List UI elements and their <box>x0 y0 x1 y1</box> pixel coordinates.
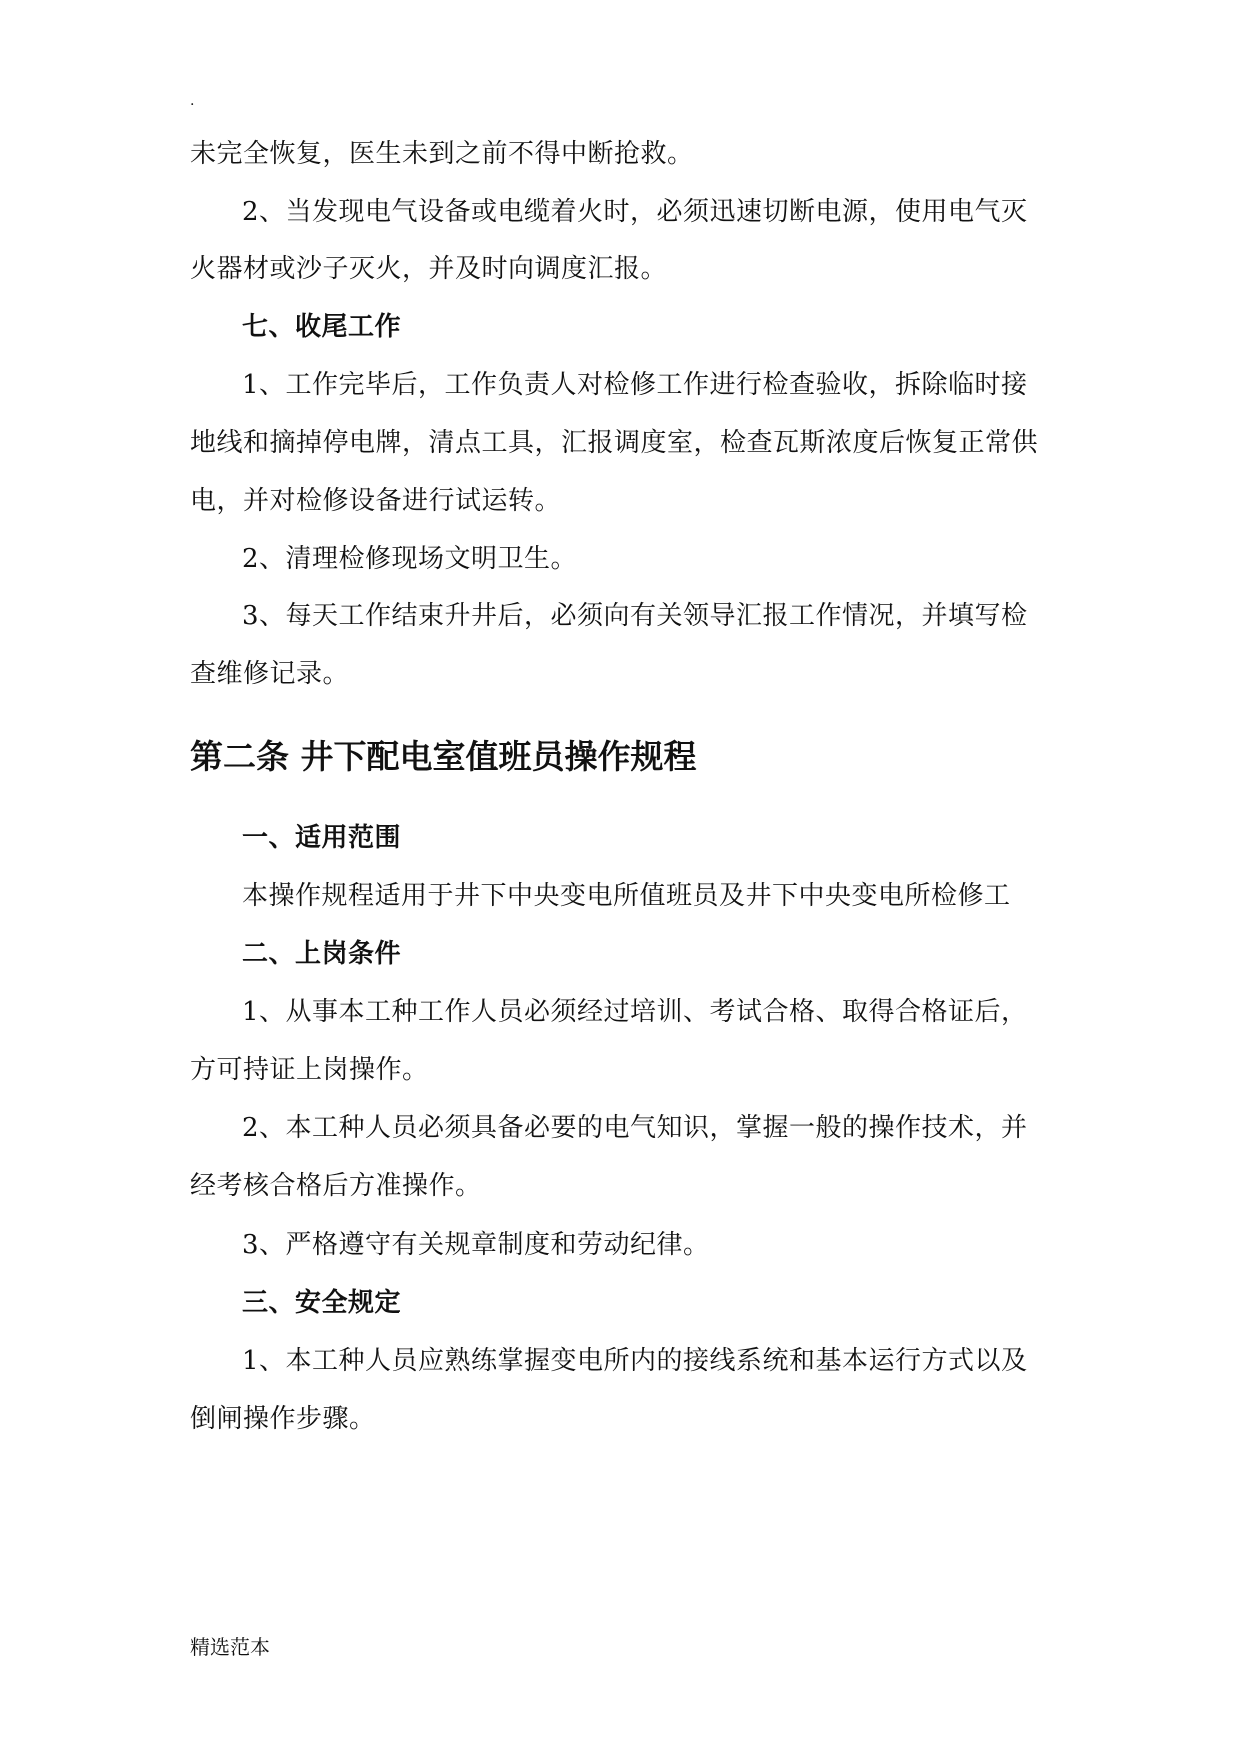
paragraph-line: 3、严格遵守有关规章制度和劳动纪律。 <box>242 1230 710 1260</box>
paragraph-line: 未完全恢复，医生未到之前不得中断抢救。 <box>190 139 694 169</box>
subsection-heading: 三、安全规定 <box>242 1288 402 1318</box>
paragraph-line: 倒闸操作步骤。 <box>190 1404 376 1434</box>
paragraph-line: 1、从事本工种工作人员必须经过培训、考试合格、取得合格证后， <box>242 997 1028 1027</box>
paragraph-line: 查维修记录。 <box>190 659 350 689</box>
paragraph-line: 地线和摘掉停电牌，清点工具，汇报调度室，检查瓦斯浓度后恢复正常供 <box>190 428 1039 458</box>
section-title: 第二条 井下配电室值班员操作规程 <box>190 737 697 776</box>
paragraph-line: 经考核合格后方准操作。 <box>190 1171 482 1201</box>
paragraph-line: 电，并对检修设备进行试运转。 <box>190 486 562 516</box>
footer-text: 精选范本 <box>190 1635 270 1659</box>
subsection-heading: 一、适用范围 <box>242 823 402 853</box>
paragraph-line: 1、本工种人员应熟练掌握变电所内的接线系统和基本运行方式以及 <box>242 1346 1028 1376</box>
paragraph-line: 2、当发现电气设备或电缆着火时，必须迅速切断电源，使用电气灭 <box>242 197 1028 227</box>
paragraph-line: 火器材或沙子灭火，并及时向调度汇报。 <box>190 254 668 284</box>
paragraph-line: 2、清理检修现场文明卫生。 <box>242 544 578 574</box>
subsection-heading: 七、收尾工作 <box>242 312 402 342</box>
paragraph-line: 本操作规程适用于井下中央变电所值班员及井下中央变电所检修工 <box>242 881 1011 911</box>
paragraph-line: 3、每天工作结束升井后，必须向有关领导汇报工作情况，并填写检 <box>242 601 1028 631</box>
paragraph-line: 1、工作完毕后，工作负责人对检修工作进行检查验收，拆除临时接 <box>242 370 1028 400</box>
paragraph-line: 2、本工种人员必须具备必要的电气知识，掌握一般的操作技术，并 <box>242 1113 1028 1143</box>
header-mark: . <box>190 93 195 109</box>
paragraph-line: 方可持证上岗操作。 <box>190 1055 429 1085</box>
subsection-heading: 二、上岗条件 <box>242 939 402 969</box>
